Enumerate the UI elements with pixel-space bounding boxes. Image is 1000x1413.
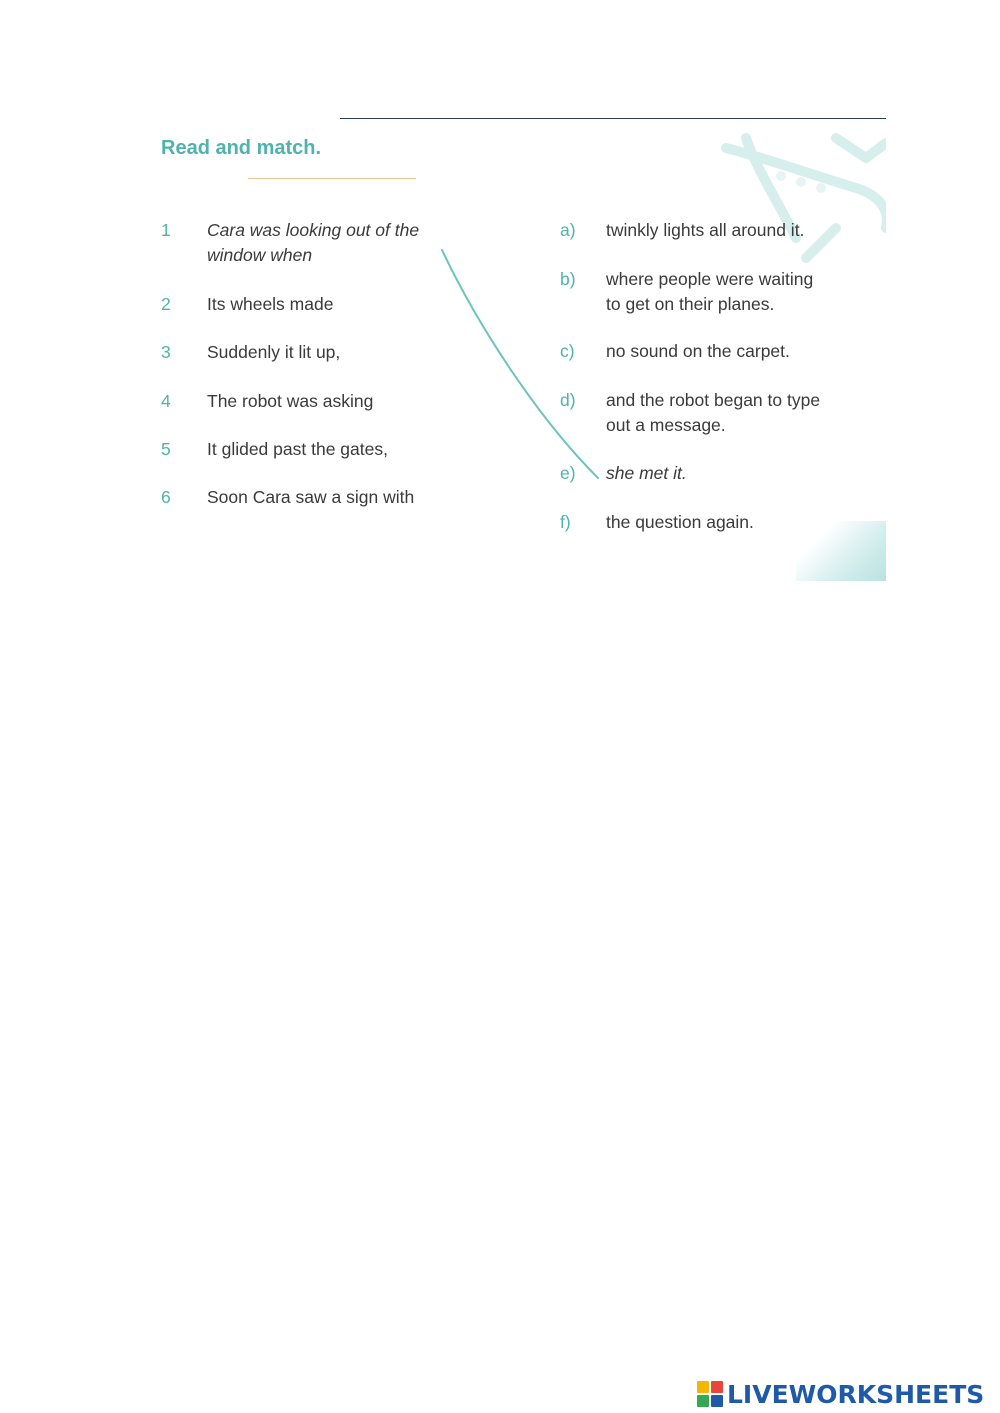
item-text: twinkly lights all around it. <box>606 220 805 240</box>
item-text: where people were waiting to get on their planes. <box>606 269 814 314</box>
item-letter: f) <box>560 512 571 532</box>
item-number: 4 <box>161 391 171 411</box>
item-number: 5 <box>161 439 171 459</box>
item-text: Soon Cara saw a sign with <box>207 487 415 507</box>
item-number: 6 <box>161 487 171 507</box>
item-letter: b) <box>560 269 576 289</box>
item-text: Cara was looking out of the window when <box>207 220 420 265</box>
left-item-2 <box>161 292 333 317</box>
right-item-c[interactable] <box>560 339 790 364</box>
item-letter: d) <box>560 390 576 410</box>
item-letter: a) <box>560 220 576 240</box>
worksheet-page <box>140 118 886 581</box>
right-item-f[interactable] <box>560 510 754 535</box>
left-item-4 <box>161 389 373 414</box>
item-text: Its wheels made <box>207 294 334 314</box>
item-text: and the robot began to type out a message. <box>606 390 821 435</box>
item-text: the question again. <box>606 512 754 532</box>
left-item-5 <box>161 437 388 462</box>
item-number: 3 <box>161 342 171 362</box>
item-text: no sound on the carpet. <box>606 341 790 361</box>
item-text: Suddenly it lit up, <box>207 342 341 362</box>
item-text: The robot was asking <box>207 391 374 411</box>
item-letter: e) <box>560 463 576 483</box>
title-underline <box>248 178 416 179</box>
item-text: It glided past the gates, <box>207 439 388 459</box>
item-letter: c) <box>560 341 575 361</box>
item-number: 2 <box>161 294 171 314</box>
right-item-e[interactable] <box>560 461 687 486</box>
right-item-d[interactable] <box>560 388 820 438</box>
right-item-b[interactable] <box>560 267 813 317</box>
exercise-title: Read and match. <box>161 137 322 159</box>
left-item-3 <box>161 340 340 365</box>
footer-brand <box>697 1378 984 1410</box>
item-number: 1 <box>161 220 171 240</box>
liveworksheets-logo-icon <box>697 1381 723 1407</box>
item-text: she met it. <box>606 463 687 483</box>
left-item-1 <box>161 218 419 268</box>
left-item-6 <box>161 485 414 510</box>
right-item-a[interactable] <box>560 218 804 243</box>
brand-name: LIVEWORKSHEETS <box>727 1379 985 1409</box>
corner-decoration <box>796 521 886 581</box>
airplane-decoration-icon <box>686 118 886 268</box>
